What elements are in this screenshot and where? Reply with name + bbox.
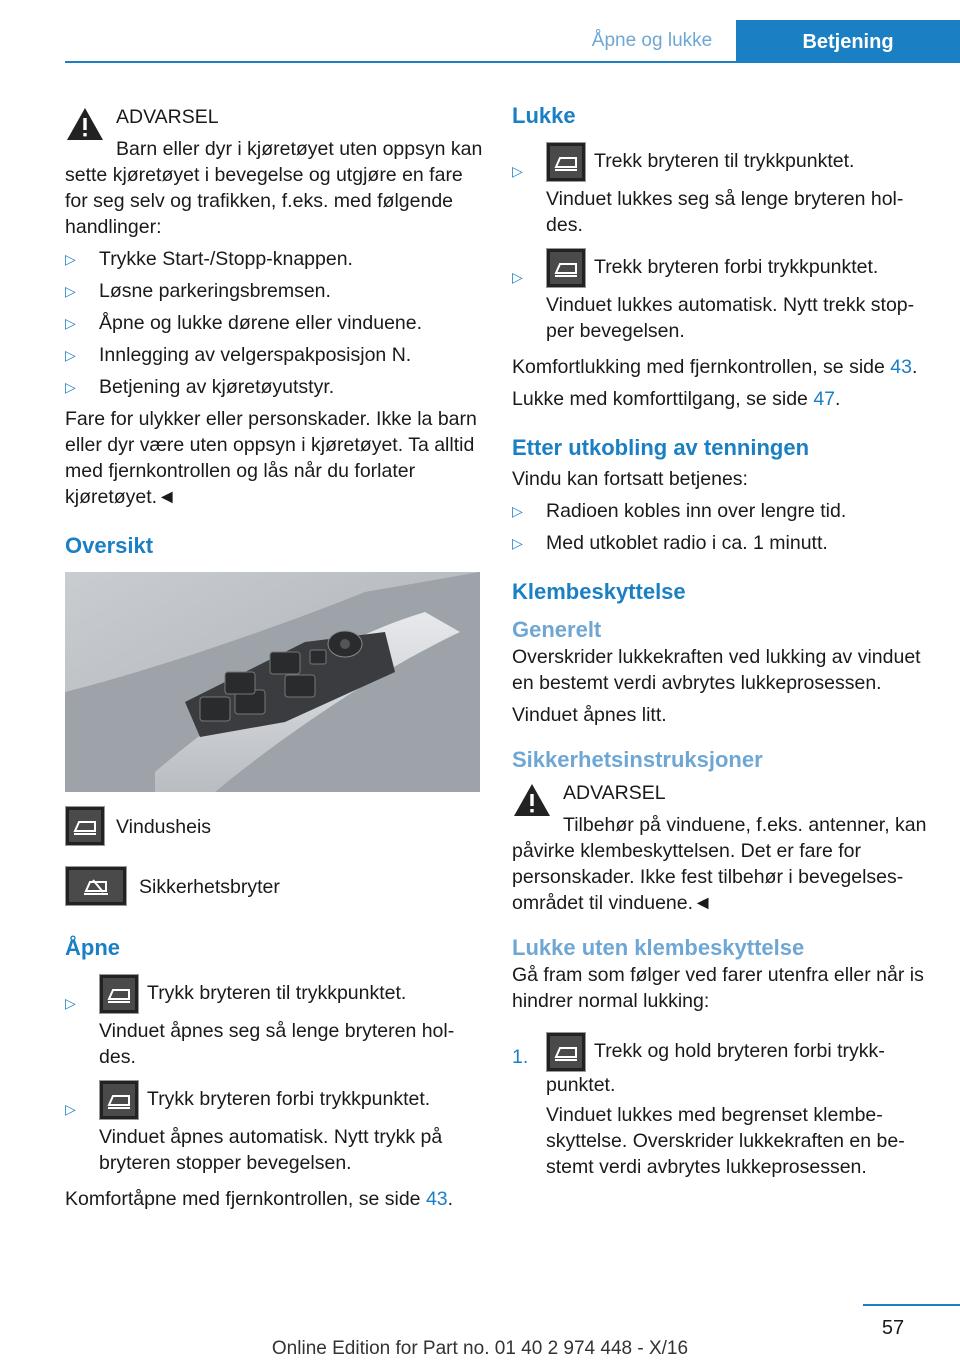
- window-lift-icon: [546, 1032, 586, 1072]
- page-link[interactable]: 43: [890, 356, 912, 378]
- legend-window-lift: [65, 806, 483, 852]
- triangle-bullet-icon: ▷: [512, 163, 523, 179]
- warning-triangle-icon: [65, 106, 105, 142]
- step-action: Trekk og hold bryteren forbi trykkpunktet.: [546, 1040, 885, 1096]
- comfort-access-text: Lukke med komforttilgang, se side 47.: [512, 388, 841, 410]
- warning-text: Tilbehør på vinduene, f.eks. antenner, kan påvirke klembeskyttelsen. Det er fare for personskader. Ikke fest tilbehør i bevegelsesområdet til vinduene.◄: [512, 814, 927, 914]
- general-text: Overskrider lukkekraften ved lukking av vinduet en bestemt verdi avbrytes lukkeprosessen.: [512, 646, 921, 694]
- safety-heading: Sikkerhetsinstruksjoner: [512, 747, 763, 772]
- warning-triangle-icon: [512, 782, 552, 818]
- list-item: ▷ Trykke Start-/Stopp-knappen.: [65, 248, 353, 270]
- step-action: Trekk bryteren til trykkpunktet.: [594, 150, 855, 173]
- page-number: 57: [881, 1317, 905, 1339]
- window-lift-icon: [65, 806, 105, 846]
- step-action: Trykk bryteren til trykkpunktet.: [147, 982, 407, 1005]
- step-result: Vinduet lukkes seg så lenge bryteren holdes.: [546, 188, 904, 236]
- list-item: ▷ Betjening av kjøretøyutstyr.: [65, 376, 335, 398]
- list-item: ▷ Åpne og lukke dørene eller vinduene.: [65, 312, 423, 334]
- list-item: [512, 1032, 932, 1180]
- warning-closing: Fare for ulykker eller personskader. Ikke la barn eller dyr være uten oppsyn i kjøretøyet. Ta alltid med fjernkontrollen og lås når du forlater kjøretøyet.◄: [65, 408, 477, 508]
- right-column: [512, 104, 932, 1190]
- general-heading: Generelt: [512, 617, 602, 642]
- legend-label: Sikkerhetsbryter: [139, 876, 280, 898]
- list-item: [512, 142, 932, 238]
- window-lift-icon: [99, 1080, 139, 1120]
- triangle-bullet-icon: ▷: [512, 269, 523, 285]
- triangle-bullet-icon: ▷: [65, 1101, 76, 1117]
- step-action: Trekk bryteren forbi trykkpunktet.: [594, 256, 879, 279]
- triangle-bullet-icon: ▷: [65, 315, 76, 331]
- running-header-chapter: Betjening: [736, 20, 960, 63]
- legend-safety-switch: [65, 866, 483, 912]
- comfort-close-text: Komfortlukking med fjernkontrollen, se side 43.: [512, 356, 918, 378]
- step-number: 1.: [512, 1046, 529, 1068]
- triangle-bullet-icon: ▷: [65, 283, 76, 299]
- step-result: Vinduet åpnes seg så lenge bryteren holdes.: [99, 1020, 455, 1068]
- step-action: Trykk bryteren forbi trykkpunktet.: [147, 1088, 431, 1111]
- step-result: Vinduet lukkes med begrenset klembeskyttelse. Overskrider lukkekraften en bestemt verdi avbrytes lukkeprosessen.: [546, 1104, 905, 1178]
- door-switch-photo: [65, 572, 480, 792]
- close-heading: Lukke: [512, 103, 576, 128]
- list-item: ▷ Innlegging av velgerspakposisjon N.: [65, 344, 412, 366]
- legend-label: Vindusheis: [116, 816, 212, 838]
- triangle-bullet-icon: ▷: [65, 995, 76, 1011]
- warning-text: Barn eller dyr i kjøretøyet uten oppsyn kan sette kjøretøyet i bevegelse og utgjøre en fare for seg selv og trafikken, f.eks. med følgende handlinger:: [65, 138, 483, 238]
- triangle-bullet-icon: ▷: [512, 503, 523, 519]
- step-result: Vinduet åpnes automatisk. Nytt trykk på bryteren stopper bevegelsen.: [99, 1126, 443, 1174]
- no-pinch-heading: Lukke uten klembeskyttelse: [512, 935, 805, 960]
- footer-rule: [863, 1304, 960, 1306]
- list-item: [512, 248, 932, 344]
- warning-title: ADVARSEL: [116, 106, 219, 128]
- after-ignition-intro: Vindu kan fortsatt betjenes:: [512, 468, 748, 490]
- list-item: ▷ Løsne parkeringsbremsen.: [65, 280, 331, 302]
- triangle-bullet-icon: ▷: [512, 535, 523, 551]
- running-header-section: Åpne og lukke: [591, 30, 713, 51]
- window-lift-icon: [546, 248, 586, 288]
- list-item: [65, 974, 483, 1070]
- warning-block: [512, 780, 932, 916]
- page-link[interactable]: 47: [813, 388, 836, 410]
- pinch-protection-heading: Klembeskyttelse: [512, 579, 686, 604]
- warning-title: ADVARSEL: [563, 782, 666, 804]
- footer-edition: Online Edition for Part no. 01 40 2 974 448 - X/16: [271, 1338, 689, 1359]
- window-lift-icon: [99, 974, 139, 1014]
- general-text-2: Vinduet åpnes litt.: [512, 704, 667, 726]
- warning-list: [65, 246, 483, 400]
- safety-switch-icon: [65, 866, 127, 906]
- triangle-bullet-icon: ▷: [65, 379, 76, 395]
- list-item: [65, 1080, 483, 1176]
- step-result: Vinduet lukkes automatisk. Nytt trekk stopper bevegelsen.: [546, 294, 915, 342]
- window-lift-icon: [546, 142, 586, 182]
- triangle-bullet-icon: ▷: [65, 251, 76, 267]
- triangle-bullet-icon: ▷: [65, 347, 76, 363]
- open-heading: Åpne: [65, 935, 120, 960]
- overview-heading: Oversikt: [65, 533, 154, 558]
- after-ignition-list: [512, 498, 932, 556]
- left-column: [65, 104, 483, 1212]
- header-rule: [65, 61, 960, 63]
- page-link[interactable]: 43: [425, 1188, 448, 1210]
- comfort-open-text: Komfortåpne med fjernkontrollen, se side 43.: [65, 1188, 454, 1210]
- after-ignition-heading: Etter utkobling av tenningen: [512, 435, 810, 460]
- list-item: ▷ Radioen kobles inn over lengre tid.: [512, 500, 847, 522]
- warning-block: [65, 104, 483, 240]
- list-item: ▷ Med utkoblet radio i ca. 1 minutt.: [512, 532, 828, 554]
- no-pinch-intro: Gå fram som følger ved farer utenfra eller når is hindrer normal lukking:: [512, 964, 924, 1012]
